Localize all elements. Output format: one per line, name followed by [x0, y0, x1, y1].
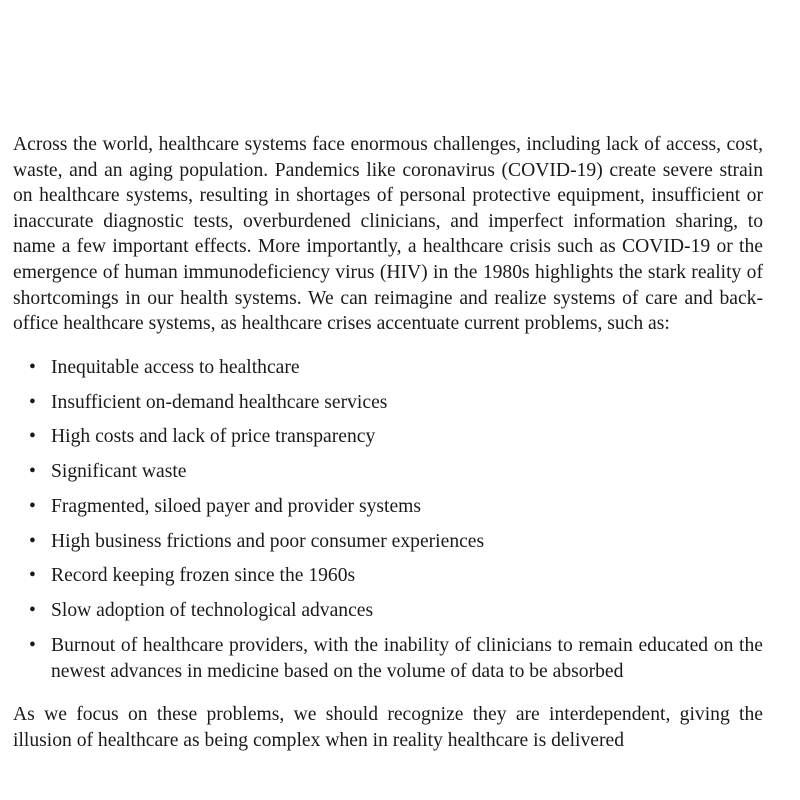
list-item	[13, 529, 763, 555]
list-item-text: Inequitable access to healthcare	[51, 356, 300, 378]
spacer	[13, 519, 763, 528]
document-body	[13, 132, 763, 753]
list-item-text: Record keeping frozen since the 1960s	[51, 565, 356, 587]
spacer	[13, 624, 763, 633]
list-item	[13, 633, 763, 684]
list-item-text: High business frictions and poor consumer experiences	[51, 530, 485, 552]
spacer	[13, 485, 763, 494]
list-item-text: Burnout of healthcare providers, with the inability of clinicians to remain educated on the newest advances in medicine based on the volume of data to be absorbed	[51, 635, 763, 682]
spacer	[13, 450, 763, 459]
list-item	[13, 424, 763, 450]
list-item	[13, 459, 763, 485]
bullet-icon: •	[29, 635, 36, 656]
list-item	[13, 598, 763, 624]
spacer	[13, 589, 763, 598]
spacer	[13, 554, 763, 563]
list-item-text: High costs and lack of price transparency	[51, 426, 376, 448]
list-item-text: Insufficient on-demand healthcare services	[51, 391, 388, 413]
intro-paragraph: Across the world, healthcare systems face enormous challenges, including lack of access, cost, waste, and an aging population. Pandemics like coronavirus (COVID-19) create severe strain on healthcare systems, resulting in shortages of personal protective equipment, insufficient or inaccurate diagnostic tests, overburdened clinicians, and imperfect information sharing, to name a few important effects. More importantly, a healthcare crisis such as COVID-19 or the emergence of human immunodeficiency virus (HIV) in the 1980s highlights the stark reality of shortcomings in our health systems. We can reimagine and realize systems of care and back-office healthcare systems, as healthcare crises accentuate current problems, such as:	[13, 134, 763, 335]
bullet-icon: •	[29, 356, 36, 378]
list-item-text: Fragmented, siloed payer and provider systems	[51, 495, 422, 517]
list-item	[13, 355, 763, 381]
bullet-list	[13, 355, 763, 684]
bullet-icon: •	[29, 530, 36, 552]
spacer	[13, 684, 763, 702]
bullet-icon: •	[29, 600, 36, 622]
spacer	[13, 337, 763, 355]
list-item	[13, 494, 763, 520]
bullet-icon: •	[29, 495, 36, 517]
spacer	[13, 415, 763, 424]
bullet-icon: •	[29, 391, 36, 413]
spacer	[13, 380, 763, 389]
list-item-text: Slow adoption of technological advances	[51, 600, 374, 622]
list-item	[13, 390, 763, 416]
closing-paragraph: As we focus on these problems, we should recognize they are interdependent, giving the illusion of healthcare as being complex when in reality healthcare is delivered	[13, 704, 763, 751]
bullet-icon: •	[29, 426, 36, 448]
bullet-icon: •	[29, 461, 36, 483]
bullet-icon: •	[29, 565, 36, 587]
list-item	[13, 563, 763, 589]
list-item-text: Significant waste	[51, 461, 187, 483]
